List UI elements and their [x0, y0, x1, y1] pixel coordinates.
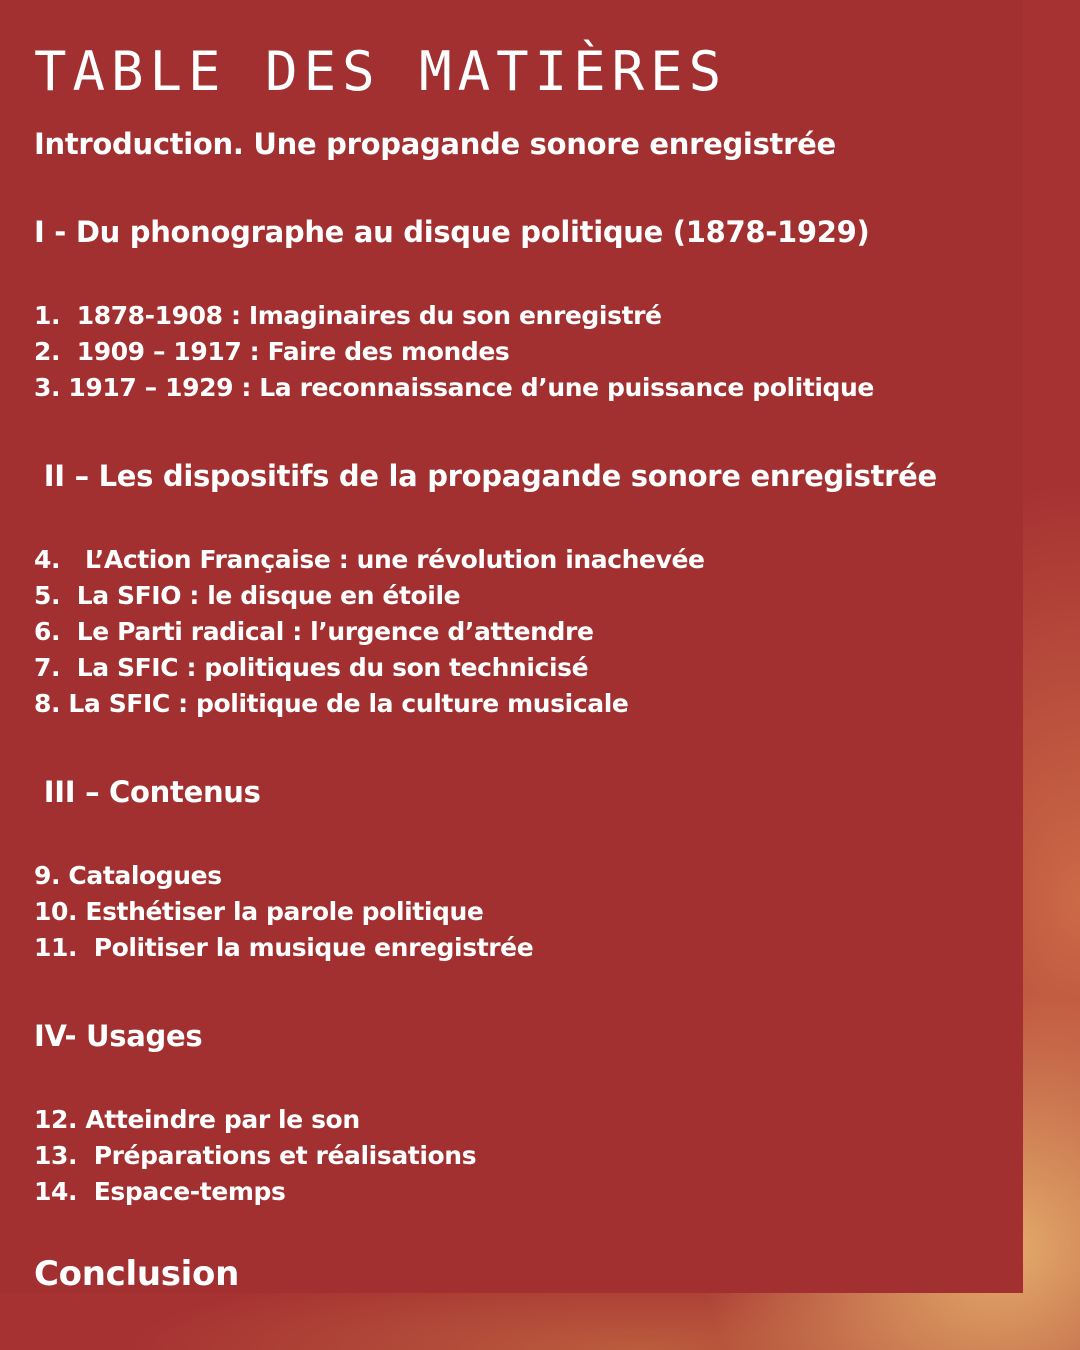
table-of-contents: [34, 40, 1014, 1296]
toc-part-heading: I - Du phonographe au disque politique (1878-1929): [34, 215, 870, 249]
toc-part: [34, 212, 1014, 406]
toc-chapter-item: 3. 1917 – 1929 : La reconnaissance d’une puissance politique: [34, 373, 874, 402]
toc-chapter-list: [34, 858, 1014, 966]
toc-part-heading: II – Les dispositifs de la propagande sonore enregistrée: [34, 459, 937, 493]
toc-chapter-item: 4. L’Action Française : une révolution inachevée: [34, 545, 705, 574]
toc-part-heading: IV- Usages: [34, 1019, 203, 1053]
toc-chapter-item: 2. 1909 – 1917 : Faire des mondes: [34, 337, 510, 366]
toc-part: [34, 1016, 1014, 1210]
toc-parts: [34, 212, 1014, 1210]
toc-chapter-item: 8. La SFIC : politique de la culture musicale: [34, 689, 629, 718]
toc-chapter-item: 13. Préparations et réalisations: [34, 1141, 477, 1170]
toc-chapter-item: 5. La SFIO : le disque en étoile: [34, 581, 461, 610]
toc-chapter-item: 10. Esthétiser la parole politique: [34, 897, 484, 926]
toc-chapter-list: [34, 1102, 1014, 1210]
toc-chapter-item: 11. Politiser la musique enregistrée: [34, 933, 534, 962]
toc-chapter-item: 7. La SFIC : politiques du son technicisé: [34, 653, 589, 682]
toc-chapter-list: [34, 542, 1014, 722]
toc-chapter-item: 6. Le Parti radical : l’urgence d’attendre: [34, 617, 594, 646]
toc-conclusion: Conclusion: [34, 1254, 239, 1294]
page-title: TABLE DES MATIÈRES: [34, 40, 728, 103]
toc-chapter-list: [34, 298, 1014, 406]
toc-chapter-item: 12. Atteindre par le son: [34, 1105, 360, 1134]
toc-part: [34, 772, 1014, 966]
toc-part-heading: III – Contenus: [34, 775, 261, 809]
toc-introduction: Introduction. Une propagande sonore enregistrée: [34, 127, 836, 161]
toc-chapter-item: 1. 1878-1908 : Imaginaires du son enregistré: [34, 301, 662, 330]
toc-chapter-item: 9. Catalogues: [34, 861, 222, 890]
toc-part: [34, 456, 1014, 722]
toc-chapter-item: 14. Espace-temps: [34, 1177, 286, 1206]
